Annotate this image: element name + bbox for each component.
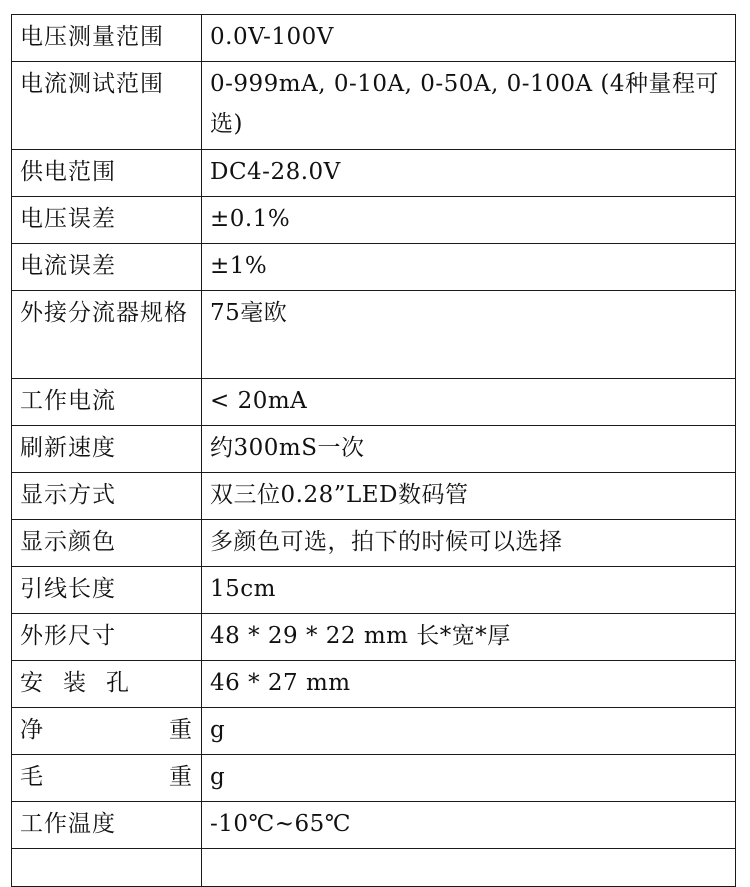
row-value: 多颜色可选，拍下的时候可以选择 bbox=[202, 520, 736, 567]
row-label: 引线长度 bbox=[12, 567, 202, 614]
row-label: 外接分流器规格 bbox=[12, 291, 202, 379]
table-row bbox=[12, 849, 736, 887]
row-label: 电压误差 bbox=[12, 197, 202, 244]
row-value: 46 * 27 mm bbox=[202, 661, 736, 708]
row-label: 电流误差 bbox=[12, 244, 202, 291]
row-value: < 20mA bbox=[202, 379, 736, 426]
spec-table bbox=[11, 14, 736, 887]
row-value: ±1% bbox=[202, 244, 736, 291]
row-value: 0-999mA, 0-10A, 0-50A, 0-100A (4种量程可选) bbox=[202, 62, 736, 150]
row-label-right: 重 bbox=[169, 764, 193, 790]
row-value: g bbox=[202, 755, 736, 802]
row-label: 刷新速度 bbox=[12, 426, 202, 473]
table-row bbox=[12, 520, 736, 567]
table-row bbox=[12, 708, 736, 755]
row-value: 48 * 29 * 22 mm 长*宽*厚 bbox=[202, 614, 736, 661]
table-row bbox=[12, 661, 736, 708]
row-value: 15cm bbox=[202, 567, 736, 614]
table-row bbox=[12, 197, 736, 244]
row-value: -10℃~65℃ bbox=[202, 802, 736, 849]
row-value: 0.0V-100V bbox=[202, 15, 736, 62]
row-value: 75毫欧 bbox=[202, 291, 736, 379]
row-label: 电压测量范围 bbox=[12, 15, 202, 62]
row-label bbox=[20, 710, 193, 750]
table-row bbox=[12, 150, 736, 197]
row-label-left: 毛 bbox=[20, 764, 44, 790]
table-row bbox=[12, 473, 736, 520]
table-row bbox=[12, 379, 736, 426]
row-value: ±0.1% bbox=[202, 197, 736, 244]
row-label: 工作温度 bbox=[12, 802, 202, 849]
table-row bbox=[12, 755, 736, 802]
row-label: 电流测试范围 bbox=[12, 62, 202, 150]
row-label-cell bbox=[12, 708, 202, 755]
table-row bbox=[12, 244, 736, 291]
row-label: 安装孔 bbox=[12, 661, 202, 708]
table-row bbox=[12, 567, 736, 614]
table-row bbox=[12, 62, 736, 150]
row-label bbox=[20, 757, 193, 797]
row-label bbox=[12, 849, 202, 887]
row-label: 显示方式 bbox=[12, 473, 202, 520]
row-value: g bbox=[202, 708, 736, 755]
row-value: 约300mS一次 bbox=[202, 426, 736, 473]
row-label: 显示颜色 bbox=[12, 520, 202, 567]
row-value: DC4-28.0V bbox=[202, 150, 736, 197]
row-label-left: 净 bbox=[20, 717, 44, 743]
row-label-cell bbox=[12, 755, 202, 802]
table-row bbox=[12, 426, 736, 473]
table-row bbox=[12, 802, 736, 849]
row-value: 双三位0.28”LED数码管 bbox=[202, 473, 736, 520]
row-label: 供电范围 bbox=[12, 150, 202, 197]
row-label: 外形尺寸 bbox=[12, 614, 202, 661]
table-row bbox=[12, 15, 736, 62]
row-label-right: 重 bbox=[169, 717, 193, 743]
table-row bbox=[12, 291, 736, 379]
row-value bbox=[202, 849, 736, 887]
table-row bbox=[12, 614, 736, 661]
row-label: 工作电流 bbox=[12, 379, 202, 426]
